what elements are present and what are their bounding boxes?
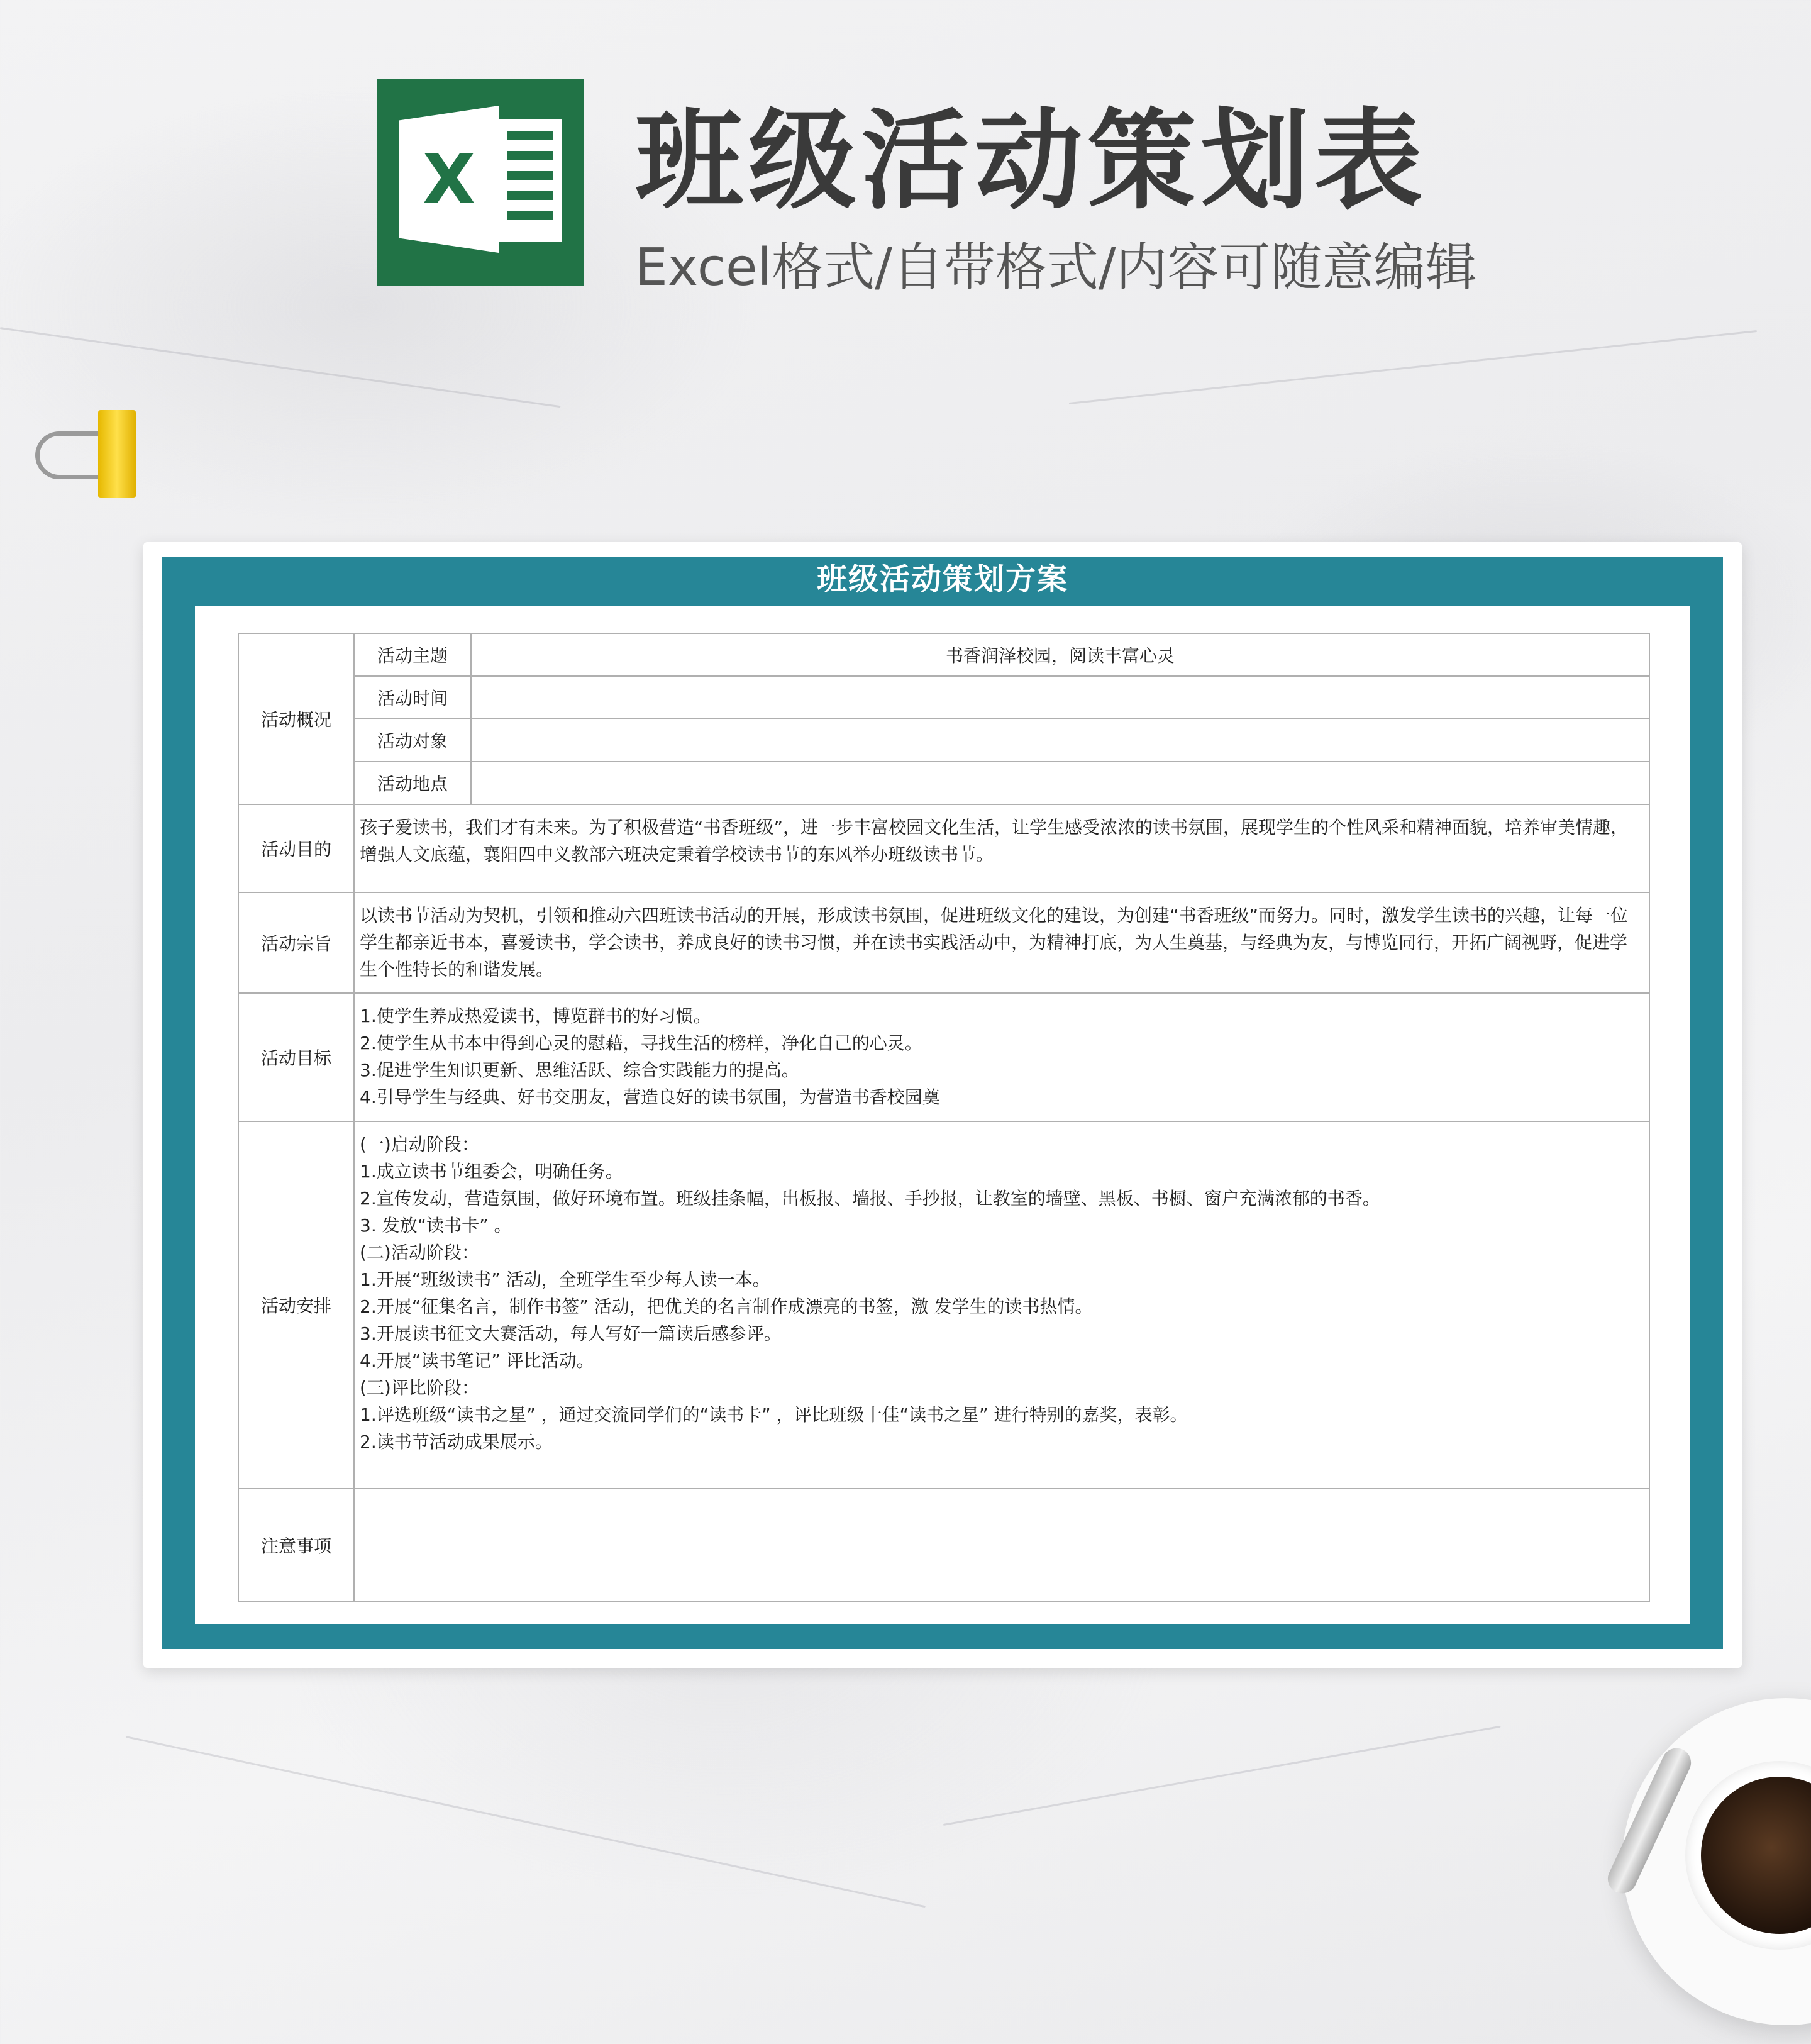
arrangement-label: 活动安排 (238, 1121, 354, 1489)
theme-value[interactable]: 书香润泽校园，阅读丰富心灵 (471, 633, 1649, 676)
sheet-title: 班级活动策划方案 (816, 562, 1068, 597)
excel-x-letter: X (422, 139, 476, 219)
table-row (238, 993, 1649, 1121)
marble-vein (1069, 330, 1757, 404)
overview-label: 活动概况 (238, 633, 354, 804)
table-row (238, 676, 1649, 719)
table-row (238, 762, 1649, 804)
notes-label: 注意事项 (238, 1489, 354, 1602)
theme-label: 活动主题 (354, 633, 471, 676)
sheet-frame (162, 557, 1723, 1649)
time-label: 活动时间 (354, 676, 471, 719)
page-subtitle: Excel格式/自带格式/内容可随意编辑 (635, 238, 1477, 297)
table-row (238, 719, 1649, 762)
plan-table (238, 633, 1650, 1602)
table-row (238, 892, 1649, 993)
sheet-body (195, 606, 1690, 1624)
marble-vein (0, 327, 560, 408)
table-row (238, 1121, 1649, 1489)
document-card (143, 542, 1742, 1668)
marble-vein (126, 1736, 926, 1908)
marble-vein (943, 1726, 1501, 1826)
page-title: 班级活动策划表 (635, 97, 1427, 224)
binder-clip-icon (35, 410, 147, 498)
goals-text[interactable]: 1.使学生养成热爱读书，博览群书的好习惯。 2.使学生从书本中得到心灵的慰藉，寻找生活的榜样，净化自己的心灵。 3.促进学生知识更新、思维活跃、综合实践能力的提高。 4.引导学生与经典、好书交朋友，营造良好的读书氛围，为营造书香校园奠 (354, 993, 1649, 1121)
notes-text[interactable] (354, 1489, 1649, 1602)
table-row (238, 804, 1649, 892)
time-value[interactable] (471, 676, 1649, 719)
arrangement-text[interactable]: (一)启动阶段： 1.成立读书节组委会，明确任务。 2.宣传发动，营造氛围，做好环境布置。班级挂条幅，出板报、墙报、手抄报，让教室的墙壁、黑板、书橱、窗户充满浓郁的书香。 3. 发放“读书卡” 。 (二)活动阶段： 1.开展“班级读书” 活动，全班学生至少每人读一本。 2.开展“征集名言，制作书签” 活动，把优美的名言制作成漂亮的书签，激 发学生的读书热情。 3.开展读书征文大赛活动，每人写好一篇读后感参评。 4.开展“读书笔记” 评比活动。 (三)评比阶段： 1.评选班级“读书之星” ，通过交流同学们的“读书卡” ，评比班级十佳“读书之星” 进行特别的嘉奖，表彰。 2.读书节活动成果展示。 (354, 1121, 1649, 1489)
goals-label: 活动目标 (238, 993, 354, 1121)
audience-value[interactable] (471, 719, 1649, 762)
purpose-text[interactable]: 孩子爱读书，我们才有未来。为了积极营造“书香班级”，进一步丰富校园文化生活，让学生感受浓浓的读书氛围，展现学生的个性风采和精神面貌，培养审美情趣，增强人文底蕴，襄阳四中义教部六班决定秉着学校读书节的东风举办班级读书节。 (354, 804, 1649, 892)
tenet-label: 活动宗旨 (238, 892, 354, 993)
location-label: 活动地点 (354, 762, 471, 804)
tenet-text[interactable]: 以读书节活动为契机，引领和推动六四班读书活动的开展，形成读书氛围，促进班级文化的建设，为创建“书香班级”而努力。同时，激发学生读书的兴趣，让每一位学生都亲近书本，喜爱读书，学会读书，养成良好的读书习惯，并在读书实践活动中，为精神打底，为人生奠基，与经典为友，与博览同行，开拓广阔视野，促进学生个性特长的和谐发展。 (354, 892, 1649, 993)
table-row (238, 633, 1649, 676)
excel-logo-icon (377, 79, 584, 286)
audience-label: 活动对象 (354, 719, 471, 762)
table-row (238, 1489, 1649, 1602)
location-value[interactable] (471, 762, 1649, 804)
coffee-cup-icon (1622, 1698, 1811, 2025)
purpose-label: 活动目的 (238, 804, 354, 892)
